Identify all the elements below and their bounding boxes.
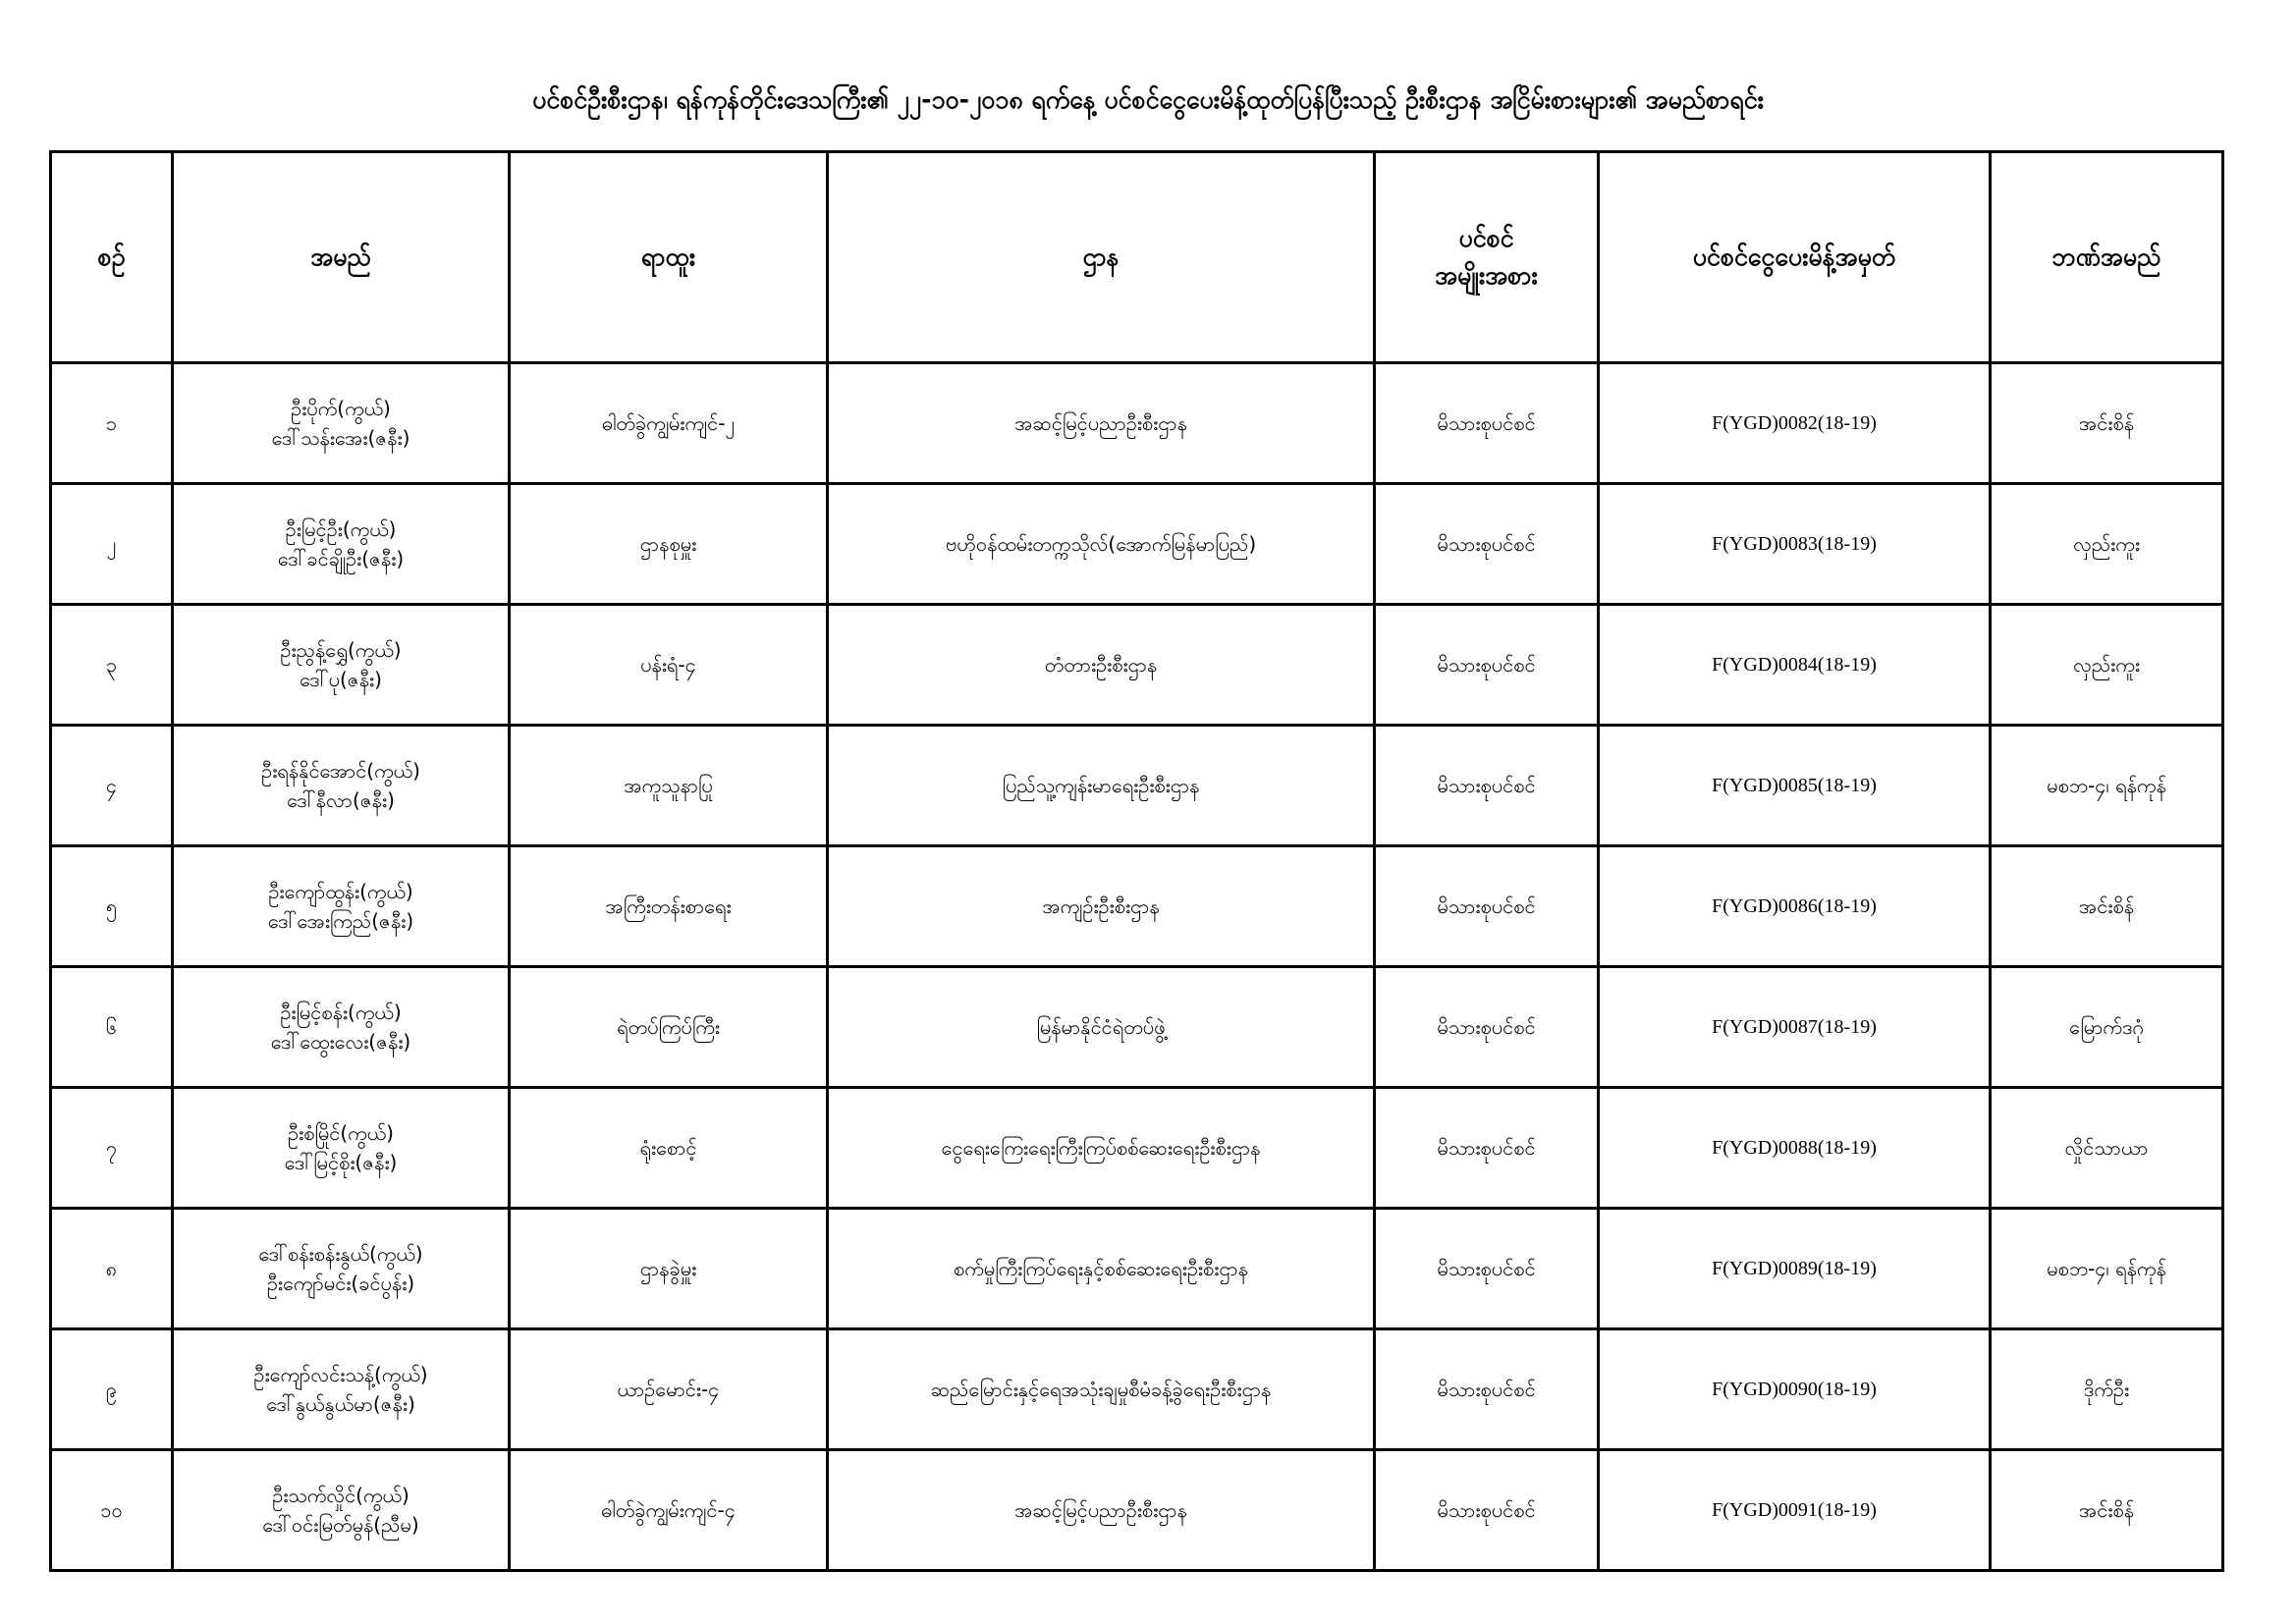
name-cell — [173, 846, 510, 967]
header-serial-number: စဉ် — [51, 152, 173, 363]
pension-type-cell: မိသားစုပင်စင် — [1375, 605, 1599, 726]
name-cell — [173, 726, 510, 846]
position-cell: အကူသူနာပြု — [510, 726, 828, 846]
bank-cell: မစဘ-၄၊ ရန်ကုန် — [1991, 1209, 2223, 1329]
deceased-name: ဦးကျော်ထွန်း(ကွယ်) — [268, 880, 413, 903]
deceased-name: ဦးမြင့်ဦး(ကွယ်) — [285, 517, 397, 541]
recipient-name: ဒေါ်ခင်ချိုဦး(ဇနီး) — [277, 547, 405, 570]
table-row — [51, 484, 2223, 605]
pension-order-number-cell: F(YGD)0085(18-19) — [1599, 726, 1991, 846]
serial-number-cell: ၇ — [51, 1088, 173, 1209]
department-cell: တံတားဦးစီးဌာန — [828, 605, 1375, 726]
header-pension-order-number: ပင်စင်ငွေပေးမိန့်အမှတ် — [1599, 152, 1991, 363]
table-row — [51, 1209, 2223, 1329]
pension-order-number-cell: F(YGD)0091(18-19) — [1599, 1450, 1991, 1571]
deceased-name: ဦးညွန့်ရွှေ(ကွယ်) — [280, 638, 402, 662]
document-title: ပင်စင်ဦးစီးဌာန၊ ရန်ကုန်တိုင်းဒေသကြီး၏ ၂၂-၁၀-၂၀၁၈ ရက်နေ့ ပင်စင်ငွေပေးမိန့်ထုတ်ပြန်ပြီးသည့် ဦးစီးဌာန အငြိမ်းစားများ၏ အမည်စာရင်း — [532, 85, 1764, 114]
deceased-name: ဦးမြင့်စန်း(ကွယ်) — [280, 1001, 402, 1024]
name-cell — [173, 1450, 510, 1571]
position-cell: ရုံးစောင့် — [510, 1088, 828, 1209]
position-cell: ပန်းရံ-၄ — [510, 605, 828, 726]
deceased-name: ဒေါ်စန်းစန်းနွယ်(ကွယ်) — [258, 1242, 423, 1266]
department-cell: မြန်မာနိုင်ငံရဲတပ်ဖွဲ့ — [828, 967, 1375, 1088]
recipient-name: ဒေါ်ထွေးလေး(ဇနီး) — [270, 1030, 411, 1054]
deceased-name: ဦးစံမြိုင်(ကွယ်) — [288, 1121, 394, 1145]
pension-order-number-cell: F(YGD)0084(18-19) — [1599, 605, 1991, 726]
recipient-name: ဒေါ်နွယ်နွယ်မာ(ဇနီး) — [266, 1392, 415, 1416]
header-name: အမည် — [173, 152, 510, 363]
name-cell — [173, 363, 510, 484]
pension-order-number-cell: F(YGD)0088(18-19) — [1599, 1088, 1991, 1209]
pension-type-cell: မိသားစုပင်စင် — [1375, 846, 1599, 967]
deceased-name: ဦးသက်လှိုင်(ကွယ်) — [272, 1484, 410, 1507]
bank-cell: လှိုင်သာယာ — [1991, 1088, 2223, 1209]
table-row — [51, 967, 2223, 1088]
pension-list-table — [49, 150, 2224, 1572]
bank-cell: မြောက်ဒဂုံ — [1991, 967, 2223, 1088]
bank-cell: အင်းစိန် — [1991, 846, 2223, 967]
bank-cell: လှည်းကူး — [1991, 484, 2223, 605]
serial-number-cell: ၅ — [51, 846, 173, 967]
deceased-name: ဦးကျော်လင်းသန့်(ကွယ်) — [253, 1363, 428, 1386]
bank-cell: ဒိုက်ဦး — [1991, 1329, 2223, 1450]
serial-number-cell: ၃ — [51, 605, 173, 726]
table-row — [51, 1450, 2223, 1571]
department-cell: ဆည်မြောင်းနှင့်ရေအသုံးချမှုစီမံခန့်ခွဲရေးဦးစီးဌာန — [828, 1329, 1375, 1450]
recipient-name: ဒေါ်ပု(ဇနီး) — [300, 668, 382, 691]
table-row — [51, 846, 2223, 967]
recipient-name: ဒေါ်ဝင်းမြတ်မွန်(ညီမ) — [262, 1513, 419, 1537]
table-row — [51, 363, 2223, 484]
pension-type-cell: မိသားစုပင်စင် — [1375, 1209, 1599, 1329]
name-cell — [173, 1209, 510, 1329]
position-cell: ဌာနခွဲမှူး — [510, 1209, 828, 1329]
pension-type-cell: မိသားစုပင်စင် — [1375, 1088, 1599, 1209]
table-row — [51, 1088, 2223, 1209]
position-cell: ဓါတ်ခွဲကျွမ်းကျင်-၂ — [510, 363, 828, 484]
recipient-name: ဒေါ်အေးကြည်(ဇနီး) — [267, 909, 414, 933]
department-cell: အဆင့်မြင့်ပညာဦးစီးဌာန — [828, 363, 1375, 484]
name-cell — [173, 1088, 510, 1209]
pension-type-cell: မိသားစုပင်စင် — [1375, 1329, 1599, 1450]
department-cell: ပြည်သူ့ကျန်းမာရေးဦးစီးဌာန — [828, 726, 1375, 846]
pension-order-number-cell: F(YGD)0089(18-19) — [1599, 1209, 1991, 1329]
department-cell: စက်မှုကြီးကြပ်ရေးနှင့်စစ်ဆေးရေးဦးစီးဌာန — [828, 1209, 1375, 1329]
pension-type-cell: မိသားစုပင်စင် — [1375, 484, 1599, 605]
header-pension-type — [1375, 152, 1599, 363]
pension-order-number-cell: F(YGD)0087(18-19) — [1599, 967, 1991, 1088]
serial-number-cell: ၄ — [51, 726, 173, 846]
name-cell — [173, 967, 510, 1088]
pension-type-cell: မိသားစုပင်စင် — [1375, 726, 1599, 846]
position-cell: ဓါတ်ခွဲကျွမ်းကျင်-၄ — [510, 1450, 828, 1571]
recipient-name: ဒေါ်မြင့်စိုး(ဇနီး) — [284, 1151, 398, 1174]
pension-order-number-cell: F(YGD)0082(18-19) — [1599, 363, 1991, 484]
department-cell: အဆင့်မြင့်ပညာဦးစီးဌာန — [828, 1450, 1375, 1571]
serial-number-cell: ၉ — [51, 1329, 173, 1450]
header-department: ဌာန — [828, 152, 1375, 363]
bank-cell: မစဘ-၄၊ ရန်ကုန် — [1991, 726, 2223, 846]
bank-cell: အင်းစိန် — [1991, 1450, 2223, 1571]
serial-number-cell: ၁၀ — [51, 1450, 173, 1571]
pension-type-cell: မိသားစုပင်စင် — [1375, 1450, 1599, 1571]
department-cell: ဗဟိုဝန်ထမ်းတက္ကသိုလ်(အောက်မြန်မာပြည်) — [828, 484, 1375, 605]
bank-cell: အင်းစိန် — [1991, 363, 2223, 484]
header-pension-type-line2: အမျိုးအစား — [1435, 261, 1538, 290]
position-cell: ယာဉ်မောင်း-၄ — [510, 1329, 828, 1450]
deceased-name: ဦးပိုက်(ကွယ်) — [291, 397, 391, 420]
department-cell: အကျဉ်းဦးစီးဌာန — [828, 846, 1375, 967]
table-row — [51, 726, 2223, 846]
position-cell: ရဲတပ်ကြပ်ကြီး — [510, 967, 828, 1088]
position-cell: အကြီးတန်းစာရေး — [510, 846, 828, 967]
header-pension-type-line1: ပင်စင် — [1458, 224, 1514, 252]
pension-type-cell: မိသားစုပင်စင် — [1375, 363, 1599, 484]
pension-order-number-cell: F(YGD)0083(18-19) — [1599, 484, 1991, 605]
department-cell: ငွေရေးကြေးရေးကြီးကြပ်စစ်ဆေးရေးဦးစီးဌာန — [828, 1088, 1375, 1209]
position-cell: ဌာနစုမှူး — [510, 484, 828, 605]
recipient-name: ဒေါ်သန်းအေး(ဇနီး) — [271, 426, 410, 450]
name-cell — [173, 484, 510, 605]
name-cell — [173, 605, 510, 726]
table-row — [51, 1329, 2223, 1450]
header-bank: ဘဏ်အမည် — [1991, 152, 2223, 363]
recipient-name: ဒေါ်နီလာ(ဇနီး) — [287, 788, 395, 812]
pension-order-number-cell: F(YGD)0090(18-19) — [1599, 1329, 1991, 1450]
serial-number-cell: ၆ — [51, 967, 173, 1088]
serial-number-cell: ၈ — [51, 1209, 173, 1329]
table-row — [51, 605, 2223, 726]
name-cell — [173, 1329, 510, 1450]
bank-cell: လှည်းကူး — [1991, 605, 2223, 726]
pension-order-number-cell: F(YGD)0086(18-19) — [1599, 846, 1991, 967]
deceased-name: ဦးရန်နိုင်အောင်(ကွယ်) — [261, 759, 420, 783]
serial-number-cell: ၂ — [51, 484, 173, 605]
header-position: ရာထူး — [510, 152, 828, 363]
serial-number-cell: ၁ — [51, 363, 173, 484]
table-header-row — [51, 152, 2223, 363]
pension-type-cell: မိသားစုပင်စင် — [1375, 967, 1599, 1088]
recipient-name: ဦးကျော်မင်း(ခင်ပွန်း) — [266, 1272, 415, 1295]
